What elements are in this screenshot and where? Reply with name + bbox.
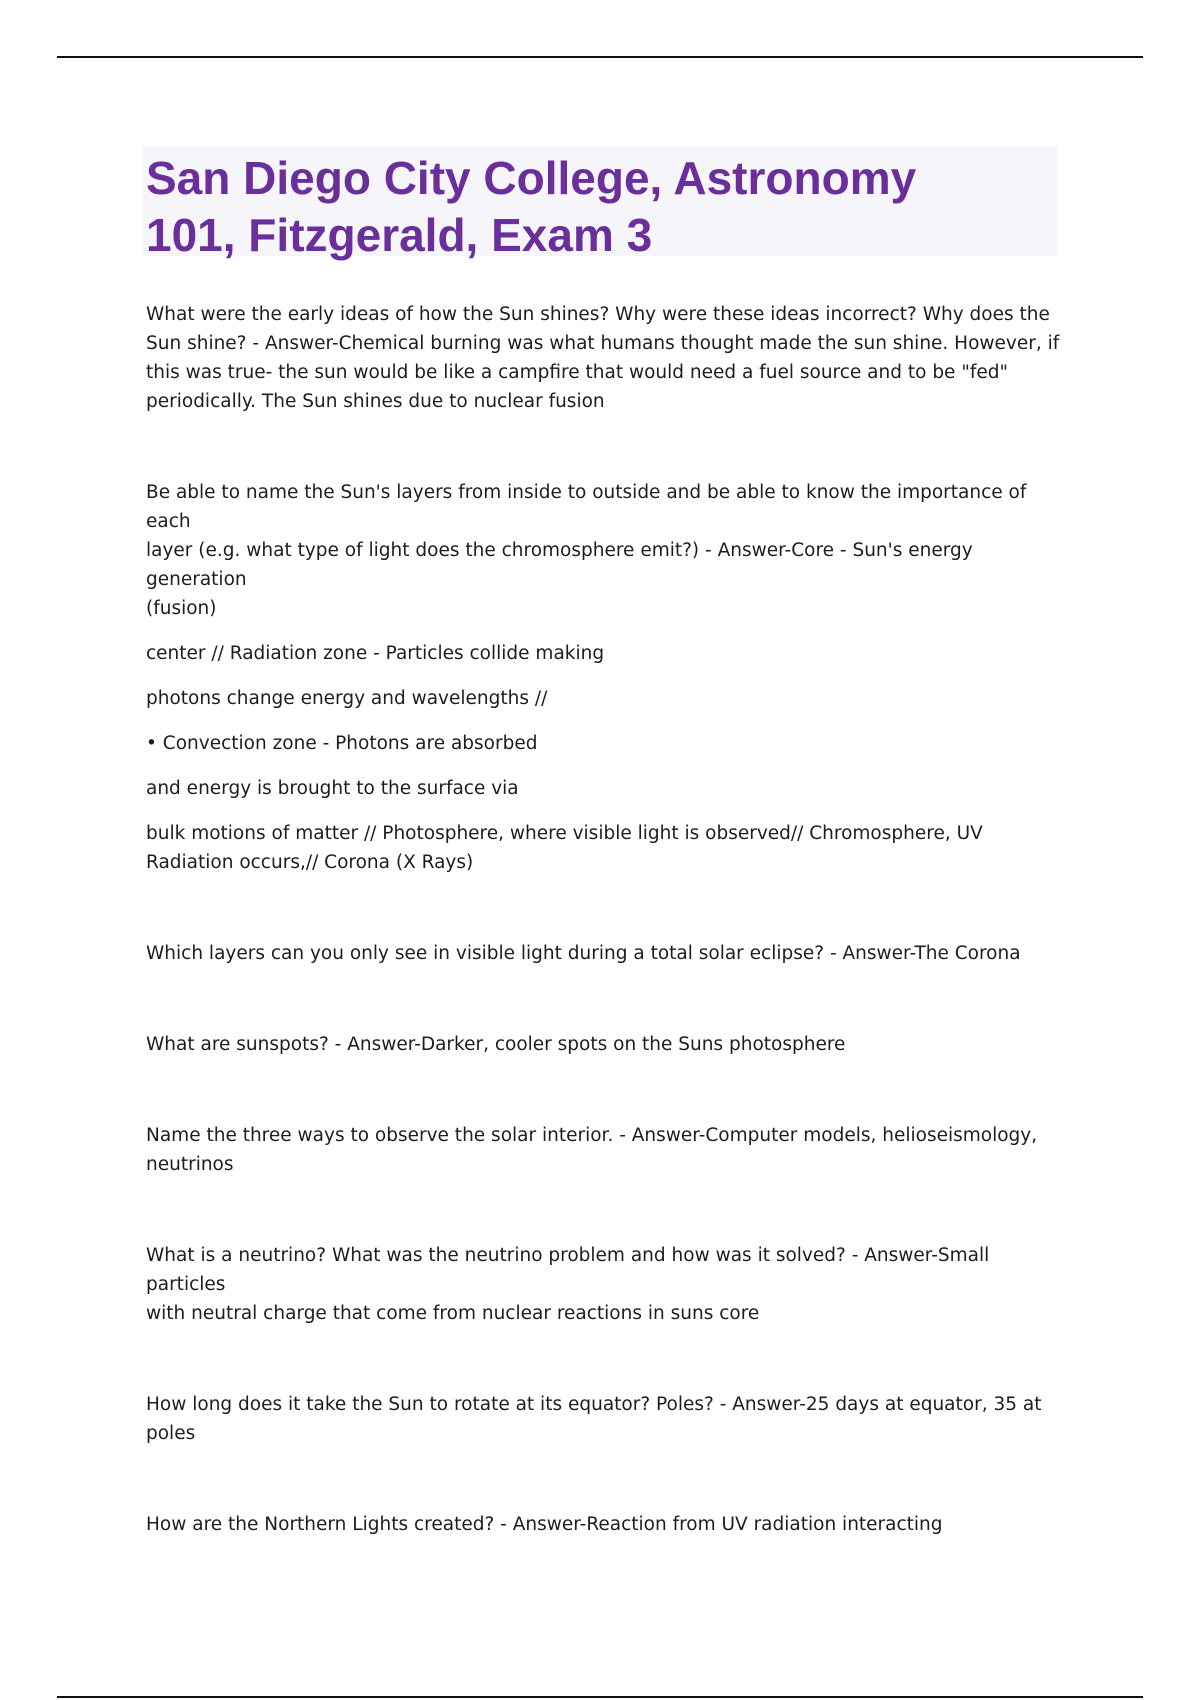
qa-line: What is a neutrino? What was the neutrino problem and how was it solved? - Answer-Small particles bbox=[146, 1245, 990, 1295]
qa-line: and energy is brought to the surface via bbox=[146, 778, 519, 799]
qa-line: layer (e.g. what type of light does the chromosphere emit?) - Answer-Core - Sun's energy generation bbox=[146, 540, 973, 590]
qa-content bbox=[146, 300, 1066, 1539]
qa-line: • Convection zone - Photons are absorbed bbox=[146, 733, 538, 754]
qa-item-3 bbox=[146, 939, 1066, 968]
qa-item-2-tail bbox=[146, 819, 1066, 877]
qa-item-6 bbox=[146, 1241, 1066, 1328]
qa-line: with neutral charge that come from nuclear reactions in suns core bbox=[146, 1303, 760, 1324]
qa-line: Name the three ways to observe the solar interior. - Answer-Computer models, helioseismology, bbox=[146, 1125, 1038, 1146]
bottom-rule bbox=[57, 1696, 1143, 1698]
qa-line: Sun shine? - Answer-Chemical burning was what humans thought made the sun shine. However, if bbox=[146, 333, 1060, 354]
qa-item-2 bbox=[146, 478, 1066, 623]
qa-item-7 bbox=[146, 1390, 1066, 1448]
qa-line: photons change energy and wavelengths // bbox=[146, 688, 548, 709]
qa-line: poles bbox=[146, 1423, 196, 1444]
qa-line: this was true- the sun would be like a campfire that would need a fuel source and to be "fed" bbox=[146, 362, 1008, 383]
title-line-1: San Diego City College, Astronomy bbox=[146, 152, 917, 204]
qa-line: periodically. The Sun shines due to nuclear fusion bbox=[146, 391, 605, 412]
qa-line: center // Radiation zone - Particles collide making bbox=[146, 643, 605, 664]
qa-line: bulk motions of matter // Photosphere, where visible light is observed// Chromosphere, UV bbox=[146, 823, 983, 844]
qa-line: neutrinos bbox=[146, 1154, 234, 1175]
qa-item-5 bbox=[146, 1121, 1066, 1179]
qa-item-2-continuation bbox=[146, 774, 1066, 803]
qa-line: What were the early ideas of how the Sun shines? Why were these ideas incorrect? Why does the bbox=[146, 304, 1050, 325]
qa-line: (fusion) bbox=[146, 598, 217, 619]
qa-line: What are sunspots? - Answer-Darker, cooler spots on the Suns photosphere bbox=[146, 1034, 846, 1055]
title-banner bbox=[143, 146, 1057, 261]
top-rule bbox=[57, 56, 1143, 58]
qa-line: How are the Northern Lights created? - Answer-Reaction from UV radiation interacting bbox=[146, 1514, 943, 1535]
qa-item-1 bbox=[146, 300, 1066, 416]
qa-item-2-continuation bbox=[146, 639, 1066, 668]
qa-item-2-continuation bbox=[146, 684, 1066, 713]
title-line-2: 101, Fitzgerald, Exam 3 bbox=[146, 209, 653, 261]
qa-line: Which layers can you only see in visible light during a total solar eclipse? - Answer-The Corona bbox=[146, 943, 1021, 964]
qa-item-8 bbox=[146, 1510, 1066, 1539]
qa-line: Be able to name the Sun's layers from inside to outside and be able to know the importance of each bbox=[146, 482, 1027, 532]
document-title bbox=[146, 150, 1057, 264]
qa-item-4 bbox=[146, 1030, 1066, 1059]
qa-line: How long does it take the Sun to rotate at its equator? Poles? - Answer-25 days at equator, 35 at bbox=[146, 1394, 1042, 1415]
qa-item-2-continuation bbox=[146, 729, 1066, 758]
qa-line: Radiation occurs,// Corona (X Rays) bbox=[146, 852, 474, 873]
